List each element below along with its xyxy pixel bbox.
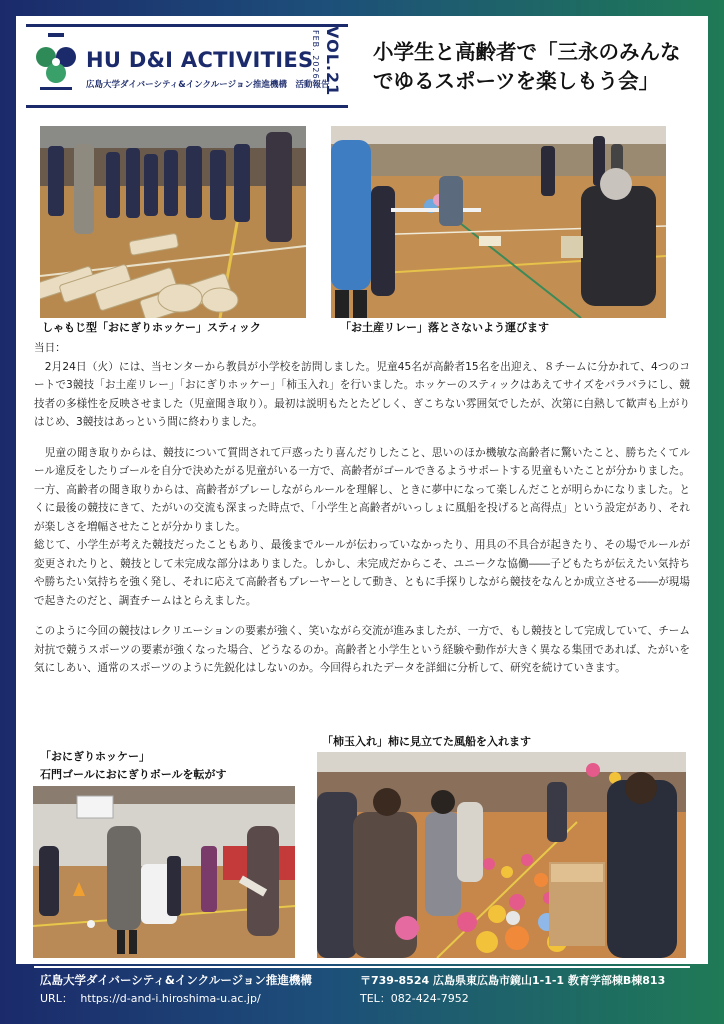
- body-paragraph-3: 総じて、小学生が考えた競技だったこともあり、最後までルールが伝わっていなかったり、用具の不具合が起きたり、その場でルールが変更されたりと、競技として未完成な部分はありました。しかし、未完成だからこそ、ユニークな協働――子どもたちが伝えたい気持ちや勝ちたい気持ちを強く発し、それに応えて高齢者もプレーヤーとして動き、ともに手探りしながら競技をなんとか成立させる――が現場で起きたのだと、調査チームはとらえました。: [34, 539, 690, 607]
- issue-date: FEB. 2026: [311, 30, 320, 80]
- newsletter-subtitle: 広島大学ダイバーシティ&インクルージョン推進機構 活動報告: [86, 80, 330, 90]
- photo-kakidama-image: [317, 752, 686, 958]
- caption-souvenir-relay: 「お土産リレー」落とさないよう運びます: [336, 319, 553, 336]
- volume-number: VOL.21: [323, 26, 342, 97]
- body-paragraph-1: 2月24日（火）には、当センターから教員が小学校を訪問しました。児童45名が高齢者15名を出迎え、８チームに分かれて、4つのコートで3競技「お土産リレー」「おにぎりホッケー」「柿玉入れ」を行いました。ホッケーのスティックはあえてサイズをバラバラにし、競技者の多様性を反映させました（児童聞き取り）。最初は説明もたとたどしく、ぎこちない雰囲気でしたが、次第に白熱して歓声も上がりはじめ、3競技はあっという間に終わりました。: [34, 360, 690, 428]
- photo-onigiri-hockey-image: [33, 786, 295, 958]
- footer-url-label: URL：: [40, 992, 73, 1005]
- photo-hockey-sticks: [40, 126, 306, 318]
- newsletter-header: [26, 24, 348, 108]
- caption-hockey-sticks: しゃもじ型「おにぎりホッケー」スティック: [38, 319, 265, 336]
- body-paragraph-intro: 当日：: [34, 342, 66, 354]
- footer-organization: 広島大学ダイバーシティ&インクルージョン推進機構: [40, 973, 312, 987]
- headline-line-2: でゆるスポーツを楽しもう会」: [373, 69, 660, 93]
- body-paragraph-4: このように今回の競技はレクリエーションの要素が強く、笑いながら交流が進みましたが、一方で、もし競技として完成していて、チーム対抗で競うスポーツの要素が強くなった場合、どうなるのか。高齢者と小学生という経験や動作が大きく異なる集団であれば、たがいを気にしあい、通常のスポーツのように先鋭化はしないのか。今回得られたデータを詳細に分析して、研究を続けていきます。: [34, 625, 690, 674]
- body-paragraph-2: 児童の聞き取りからは、競技について質問されて戸惑ったり喜んだりしたこと、思いのほか機敏な高齢者に驚いたこと、勝ちたくてルール違反をしたりゴールを自分で決めたがる児童がいる一方で、高齢者がゴールできるようサポートする児童もいたことが分かりました。一方、高齢者の聞き取りからは、高齢者がプレーしながらルールを理解し、ときに夢中になって楽しんだことが明らかになりました。とくに最後の競技にきて、たがいの交流も深まった時点で、「小学生と高齢者がいっしょに風船を投げると高得点」という設定があり、それが楽しさを増幅させたことが分かりました。: [34, 446, 690, 533]
- article-headline: [373, 38, 703, 96]
- photo-onigiri-hockey: [33, 786, 295, 958]
- footer-divider: [34, 966, 690, 968]
- article-body: [34, 339, 690, 678]
- footer-tel: TEL：082-424-7952: [360, 992, 469, 1005]
- photo-hockey-sticks-image: [40, 126, 306, 318]
- photo-souvenir-relay-image: [331, 126, 666, 318]
- newsletter-title: HU D&I ACTIVITIES: [86, 48, 314, 72]
- photo-kakidama: [317, 752, 686, 958]
- caption-onigiri-hockey-desc: 石門ゴールにおにぎりボールを転がす: [36, 766, 231, 783]
- footer-url-link[interactable]: https://d-and-i.hiroshima-u.ac.jp/: [80, 992, 261, 1005]
- footer-address: 〒739-8524 広島県東広島市鏡山1-1-1 教育学部棟B棟813: [360, 974, 666, 987]
- caption-kakidama: 「柿玉入れ」柿に見立てた風船を入れます: [318, 733, 535, 750]
- headline-line-1: 小学生と高齢者で「三永のみんな: [373, 40, 681, 64]
- caption-onigiri-hockey-title: 「おにぎりホッケー」: [36, 748, 154, 765]
- hu-dni-logo-icon: [26, 31, 86, 101]
- volume-block: [311, 26, 348, 100]
- photo-souvenir-relay: [331, 126, 666, 318]
- footer-url-row: [40, 990, 261, 1006]
